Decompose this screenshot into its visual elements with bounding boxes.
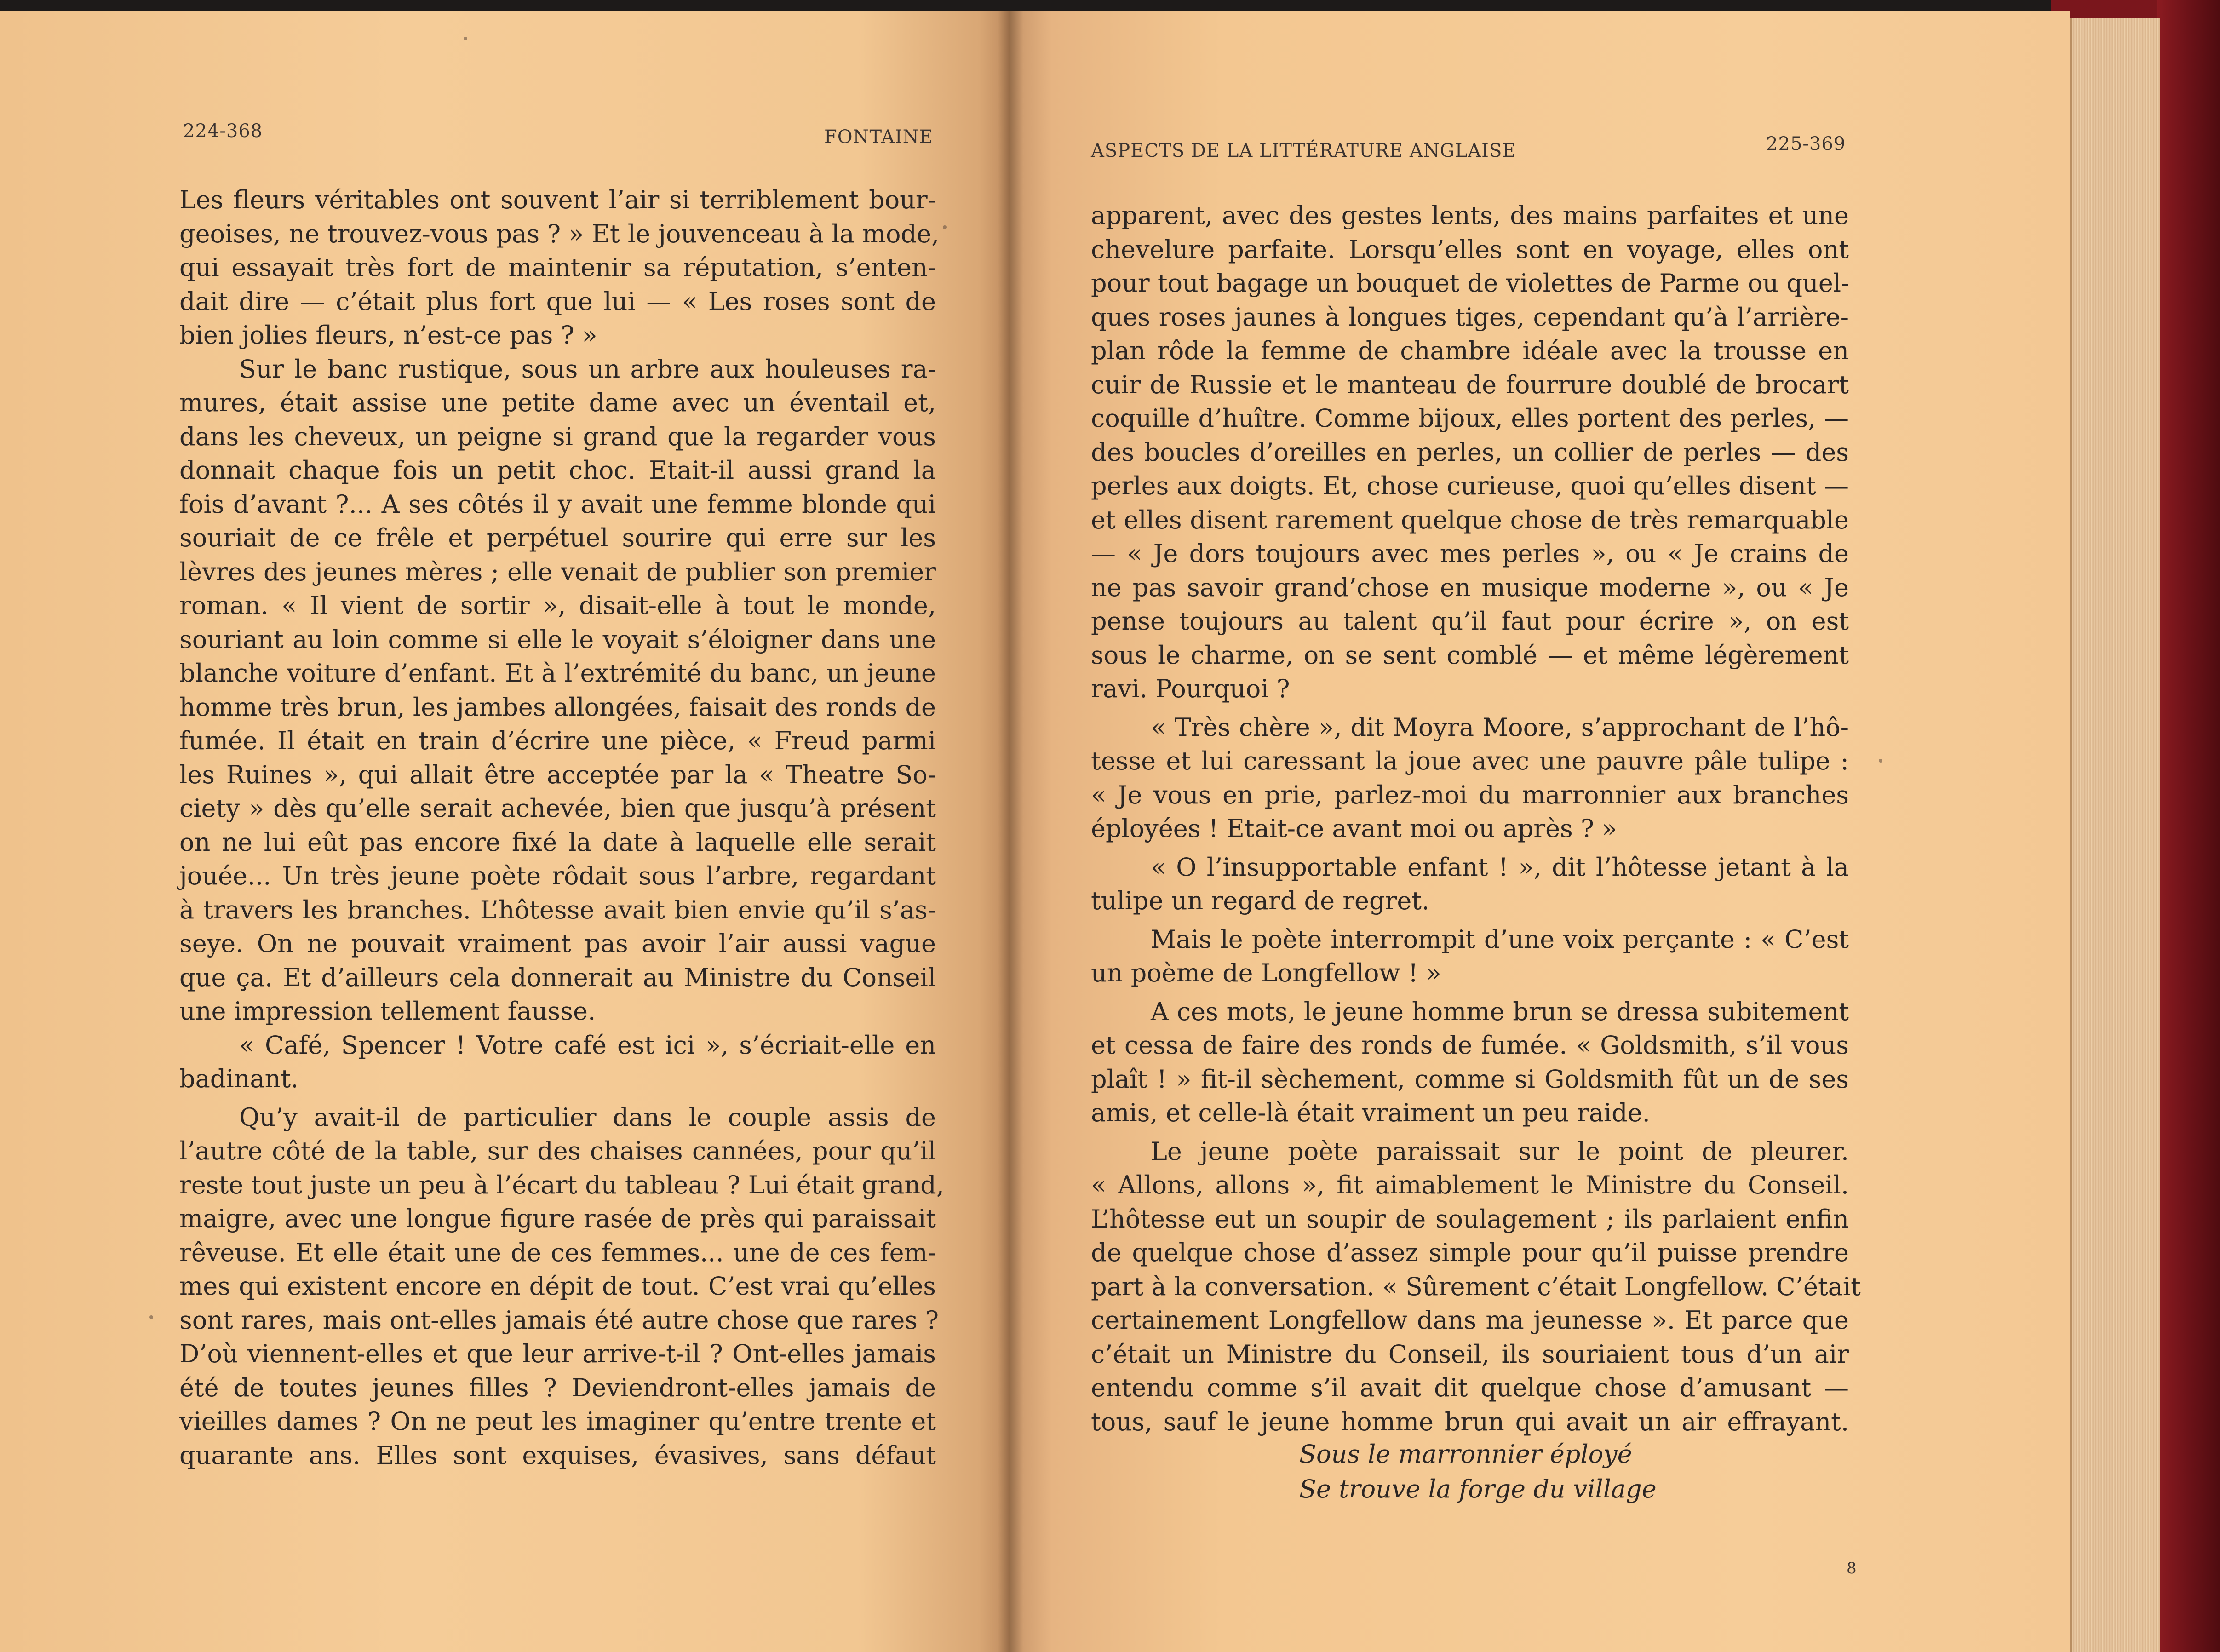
text-line: de quelque chose d’assez simple pour qu’il puisse prendre — [1091, 1238, 1849, 1267]
text-line: dait dire — c’était plus fort que lui — « Les roses sont de — [179, 287, 936, 316]
page-stack-edges — [2070, 18, 2160, 1652]
text-line: ravi. Pourquoi ? — [1091, 674, 1290, 703]
text-line: mures, était assise une petite dame avec un éventail et, — [179, 388, 936, 417]
text-line: « Café, Spencer ! Votre café est ici », s’écriait-elle en — [239, 1030, 936, 1060]
left-page-text — [179, 183, 944, 1472]
text-line: donnait chaque fois un petit choc. Etait-il aussi grand la — [179, 456, 936, 485]
text-line: l’autre côté de la table, sur des chaises cannées, pour qu’il — [179, 1136, 936, 1165]
text-line: badinant. — [179, 1064, 299, 1093]
right-page-number: 225-369 — [1766, 133, 1846, 155]
signature-mark: 8 — [1847, 1559, 1857, 1577]
text-line: « Je vous en prie, parlez-moi du marronnier aux branches — [1091, 780, 1849, 809]
paper-speck — [943, 225, 947, 229]
paper-speck — [1879, 759, 1882, 763]
text-line: des boucles d’oreilles en perles, un collier de perles — des — [1091, 437, 1849, 467]
verse-line: Sous le marronnier éployé — [1299, 1440, 1632, 1468]
text-line: souriait de ce frêle et perpétuel sourire qui erre sur les — [179, 523, 936, 552]
text-line: à travers les branches. L’hôtesse avait bien envie qu’il s’as- — [179, 895, 936, 924]
text-line: homme très brun, les jambes allongées, faisait des ronds de — [179, 692, 936, 722]
text-line: pour tout bagage un bouquet de violettes de Parme ou quel- — [1091, 269, 1850, 298]
text-line: tulipe un regard de regret. — [1091, 886, 1430, 915]
text-line: maigre, avec une longue figure rasée de près qui paraissait — [179, 1204, 936, 1233]
text-line: rêveuse. Et elle était une de ces femmes... une de ces fem- — [179, 1238, 936, 1267]
text-line: coquille d’huître. Comme bijoux, elles portent des perles, — — [1091, 404, 1849, 433]
text-line: ques roses jaunes à longues tiges, cependant qu’à l’arrière- — [1091, 302, 1849, 332]
text-line: mes qui existent encore en dépit de tout. C’est vrai qu’elles — [179, 1272, 936, 1301]
text-line: et cessa de faire des ronds de fumée. « Goldsmith, s’il vous — [1091, 1031, 1849, 1060]
text-line: plan rôde la femme de chambre idéale avec la trousse en — [1091, 336, 1849, 365]
text-line: Mais le poète interrompit d’une voix perçante : « C’est — [1151, 924, 1849, 954]
book-cover-edge — [2157, 0, 2220, 1652]
text-line: sous le charme, on se sent comblé — et même légèrement — [1091, 640, 1849, 670]
book-gutter — [998, 11, 1023, 1652]
right-page-text — [1091, 199, 1861, 1439]
verse-line: Se trouve la forge du village — [1299, 1474, 1657, 1503]
text-line: apparent, avec des gestes lents, des mains parfaites et une — [1091, 201, 1849, 230]
text-line: ciety » dès qu’elle serait achevée, bien que jusqu’à présent — [179, 794, 936, 823]
text-line: L’hôtesse eut un soupir de soulagement ; ils parlaient enfin — [1091, 1204, 1849, 1233]
text-line: part à la conversation. « Sûrement c’était Longfellow. C’était — [1091, 1272, 1861, 1301]
text-line: blanche voiture d’enfant. Et à l’extrémité du banc, un jeune — [179, 659, 936, 688]
paper-speck — [464, 37, 467, 40]
text-line: pense toujours au talent qu’il faut pour écrire », on est — [1091, 607, 1849, 636]
text-line: amis, et celle-là était vraiment un peu raide. — [1091, 1098, 1650, 1127]
text-line: et elles disent rarement quelque chose de très remarquable — [1091, 505, 1849, 534]
text-line: « Très chère », dit Moyra Moore, s’approchant de l’hô- — [1151, 712, 1849, 742]
text-line: geoises, ne trouvez-vous pas ? » Et le jouvenceau à la mode, — [179, 219, 940, 248]
text-line: dans les cheveux, un peigne si grand que la regarder vous — [179, 422, 936, 451]
text-line: « O l’insupportable enfant ! », dit l’hôtesse jetant à la — [1151, 852, 1849, 882]
text-line: seye. On ne pouvait vraiment pas avoir l’air aussi vague — [179, 929, 936, 958]
text-line: certainement Longfellow dans ma jeunesse ». Et parce que — [1091, 1306, 1849, 1335]
text-line: on ne lui eût pas encore fixé la date à laquelle elle serait — [179, 827, 936, 857]
text-line: bien jolies fleurs, n’est-ce pas ? » — [179, 321, 597, 350]
text-line: un poème de Longfellow ! » — [1091, 958, 1441, 987]
text-line: reste tout juste un peu à l’écart du tableau ? Lui était grand, — [179, 1170, 944, 1199]
text-line: qui essayait très fort de maintenir sa réputation, s’enten- — [179, 253, 936, 282]
text-line: quarante ans. Elles sont exquises, évasives, sans défaut — [179, 1440, 936, 1470]
text-line: chevelure parfaite. Lorsqu’elles sont en voyage, elles ont — [1091, 235, 1849, 264]
text-line: c’était un Ministre du Conseil, ils souriaient tous d’un air — [1091, 1339, 1849, 1369]
text-line: sont rares, mais ont-elles jamais été autre chose que rares ? — [179, 1305, 939, 1335]
text-line: Le jeune poète paraissait sur le point de pleurer. — [1151, 1136, 1849, 1166]
text-line: fois d’avant ?... A ses côtés il y avait une femme blonde qui — [179, 489, 936, 519]
text-line: — « Je dors toujours avec mes perles », ou « Je crains de — [1091, 539, 1849, 568]
text-line: « Allons, allons », fit aimablement le Ministre du Conseil. — [1091, 1170, 1849, 1199]
right-running-title: ASPECTS DE LA LITTÉRATURE ANGLAISE — [1091, 140, 1516, 161]
paper-speck — [149, 1315, 153, 1319]
text-line: entendu comme s’il avait dit quelque chose d’amusant — — [1091, 1373, 1849, 1402]
text-line: que ça. Et d’ailleurs cela donnerait au Ministre du Conseil — [179, 963, 936, 992]
text-line: lèvres des jeunes mères ; elle venait de publier son premier — [179, 557, 936, 586]
text-line: été de toutes jeunes filles ? Deviendront-elles jamais de — [179, 1373, 936, 1402]
text-line: souriant au loin comme si elle le voyait s’éloigner dans une — [179, 625, 936, 654]
text-line: vieilles dames ? On ne peut les imaginer qu’entre trente et — [179, 1407, 936, 1436]
text-line: plaît ! » fit-il sèchement, comme si Goldsmith fût un de ses — [1091, 1064, 1849, 1094]
text-line: cuir de Russie et le manteau de fourrure doublé de brocart — [1091, 370, 1849, 399]
text-line: perles aux doigts. Et, chose curieuse, quoi qu’elles disent — — [1091, 471, 1849, 500]
left-running-title: FONTAINE — [824, 126, 933, 148]
text-line: jouée... Un très jeune poète rôdait sous l’arbre, regardant — [179, 861, 936, 890]
text-line: tous, sauf le jeune homme brun qui avait un air effrayant. — [1091, 1407, 1849, 1436]
text-line: D’où viennent-elles et que leur arrive-t-il ? Ont-elles jamais — [179, 1339, 936, 1368]
left-page-number: 224-368 — [183, 120, 263, 142]
text-line: une impression tellement fausse. — [179, 997, 596, 1026]
text-line: ne pas savoir grand’chose en musique moderne », ou « Je — [1091, 573, 1849, 602]
text-line: A ces mots, le jeune homme brun se dressa subitement — [1151, 997, 1849, 1026]
text-line: les Ruines », qui allait être acceptée par la « Theatre So- — [179, 760, 936, 789]
text-line: Les fleurs véritables ont souvent l’air si terriblement bour- — [179, 185, 936, 214]
text-line: Sur le banc rustique, sous un arbre aux houleuses ra- — [239, 354, 936, 384]
text-line: fumée. Il était en train d’écrire une pièce, « Freud parmi — [179, 726, 936, 755]
text-line: tesse et lui caressant la joue avec une pauvre pâle tulipe : — [1091, 746, 1849, 775]
text-line: éployées ! Etait-ce avant moi ou après ? » — [1091, 814, 1618, 843]
text-line: roman. « Il vient de sortir », disait-elle à tout le monde, — [179, 591, 936, 620]
text-line: Qu’y avait-il de particulier dans le couple assis de — [239, 1102, 936, 1132]
